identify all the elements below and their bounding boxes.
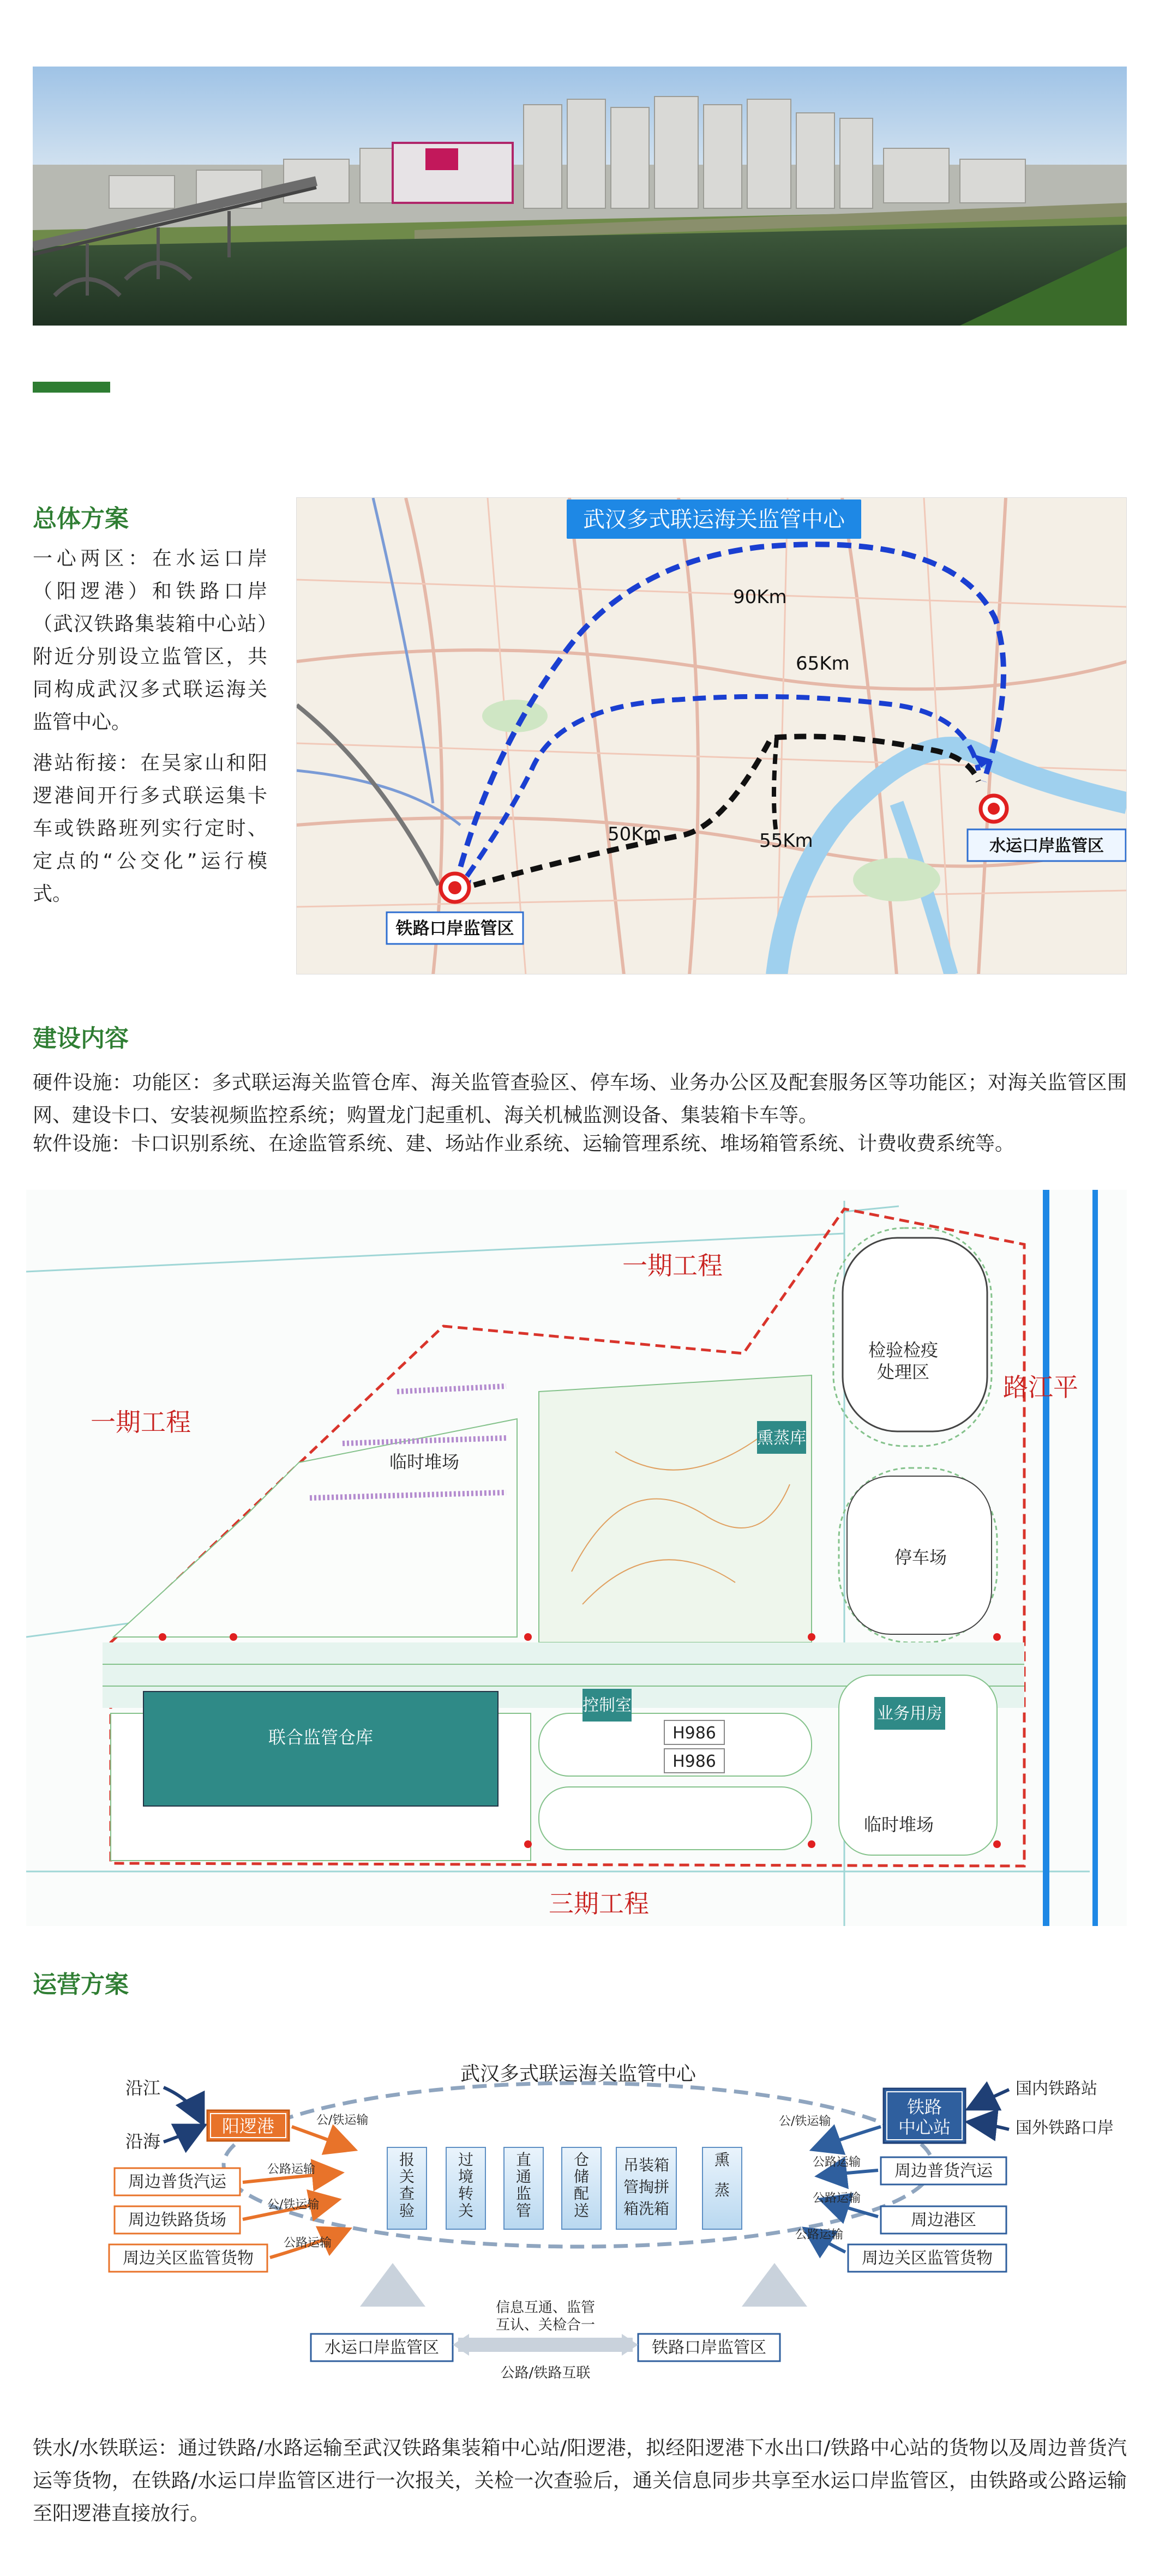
yanjiang-label: 沿江	[125, 2078, 161, 2098]
edge-left-road1: 公路运输	[267, 2163, 316, 2176]
edge-left-rail-road: 公/铁运输	[267, 2198, 320, 2212]
function-box-5-row: 吊装箱	[623, 2156, 670, 2174]
water-zone-box: 水运口岸监管区	[325, 2338, 439, 2357]
function-box-4-char: 送	[573, 2201, 590, 2220]
construction-title: 建设内容	[33, 1025, 129, 1052]
inspection-label-1: 检验检疫	[868, 1340, 939, 1361]
temp-yard-top-label: 临时堆场	[389, 1452, 460, 1472]
right-customs-box: 周边关区监管货物	[862, 2249, 993, 2268]
water-target-icon	[981, 796, 1007, 822]
function-boxes	[387, 2147, 742, 2229]
edge-right-road1: 公路运输	[813, 2156, 861, 2169]
function-box-3-char: 直	[515, 2151, 532, 2169]
function-box-2-char: 关	[458, 2201, 474, 2220]
function-box-1-char: 关	[399, 2168, 415, 2186]
flow-title: 武汉多式联运海关监管中心	[460, 2063, 696, 2085]
construction-hardware: 硬件设施：功能区：多式联运海关监管仓库、海关监管查验区、停车场、业务办公区及配套服务区等功能区；对海关监管区围网、建设卡口、安装视频监控系统；购置龙门起重机、海关机械监测设备、集装箱卡车等。	[33, 1072, 1127, 1127]
right-putong-box: 周边普货汽运	[894, 2162, 993, 2181]
left-putong-box: 周边普货汽运	[128, 2172, 226, 2192]
yanhai-label: 沿海	[125, 2131, 161, 2152]
edge-right-rail-road: 公/铁运输	[779, 2115, 831, 2128]
overall-plan-para2: 港站衔接：在吴家山和阳逻港间开行多式联运集卡车或铁路班列实行定时、定点的“公交化”运行模式。	[33, 752, 267, 905]
foreign-port-label: 国外铁路口岸	[1016, 2118, 1114, 2138]
edge-right-road2: 公路运输	[813, 2192, 861, 2205]
overall-plan-title: 总体方案	[33, 505, 129, 533]
operations-title: 运营方案	[33, 1971, 129, 1999]
function-box-1-char: 报	[399, 2151, 415, 2169]
function-box-4-char: 储	[573, 2168, 590, 2186]
map-dist-65: 65Km	[796, 653, 850, 675]
function-box-2-char: 境	[458, 2168, 474, 2186]
map-water-label: 水运口岸监管区	[989, 836, 1104, 856]
accent-bar	[33, 382, 110, 393]
edge-left-road2: 公路运输	[284, 2236, 332, 2250]
road-rail-label: 公路/铁路互联	[500, 2365, 591, 2381]
function-box-4-char: 配	[573, 2184, 590, 2203]
operations-footer: 铁水/水铁联运：通过铁路/水路运输至武汉铁路集装箱中心站/阳逻港，拟经阳逻港下水出口/铁路中心站的货物以及周边普货汽运等货物，在铁路/水运口岸监管区进行一次报关，关检一次查验后，通关信息同步共享至水运口岸监管区，由铁路或公路运输至阳逻港直接放行。	[33, 2437, 1127, 2525]
fumigation-label: 熏蒸库	[757, 1429, 806, 1448]
function-box-3-char: 监	[515, 2184, 532, 2203]
site-plan	[26, 1190, 1127, 1926]
left-railyard-box: 周边铁路货场	[128, 2211, 226, 2230]
road-label: 路江平	[1003, 1373, 1078, 1402]
function-box-2-char: 过	[458, 2151, 474, 2169]
flow-diagram	[104, 2061, 1134, 2388]
construction-software: 软件设施：卡口识别系统、在途监管系统、建、场站作业系统、运输管理系统、堆场箱管系统、计费收费系统等。	[33, 1133, 1015, 1155]
phase1-left-label: 一期工程	[91, 1407, 191, 1437]
info-line2: 互认、关检合一	[495, 2317, 596, 2333]
temp-yard-bottom-label: 临时堆场	[863, 1814, 934, 1835]
route-map	[296, 497, 1127, 974]
parking-label: 停车场	[894, 1547, 947, 1568]
rail-center-l2: 中心站	[898, 2117, 951, 2138]
warehouse-label: 联合监管仓库	[268, 1727, 374, 1748]
map-dist-55: 55Km	[759, 830, 813, 852]
phase3-label: 三期工程	[549, 1889, 649, 1918]
function-box-6-char: 熏	[714, 2151, 730, 2169]
function-box-4-char: 仓	[573, 2151, 590, 2169]
function-box-3-char: 通	[515, 2168, 532, 2186]
map-dist-90: 90Km	[733, 586, 787, 608]
h986-1-label: H986	[672, 1724, 716, 1743]
rail-center-l1: 铁路	[906, 2097, 942, 2117]
overall-plan-para1: 一心两区：在水运口岸（阳逻港）和铁路口岸（武汉铁路集装箱中心站）附近分别设立监管区，共同构成武汉多式联运海关监管中心。	[33, 547, 267, 733]
rail-zone-box: 铁路口岸监管区	[652, 2338, 766, 2357]
function-box-1-char: 查	[399, 2184, 415, 2203]
rail-target-icon	[441, 874, 469, 902]
function-box-3-char: 管	[515, 2201, 532, 2220]
function-box-5-row: 管掏拼	[623, 2178, 670, 2196]
function-box-2-char: 转	[458, 2184, 474, 2203]
right-port-box: 周边港区	[911, 2211, 976, 2230]
header-photo	[33, 67, 1127, 326]
map-rail-label: 铁路口岸监管区	[395, 919, 514, 938]
h986-2-label: H986	[672, 1752, 716, 1771]
phase1-top-label: 一期工程	[622, 1251, 723, 1280]
yangluo-port-box: 阳逻港	[221, 2116, 275, 2136]
map-center-label: 武汉多式联运海关监管中心	[583, 507, 845, 532]
control-room-label: 控制室	[582, 1696, 632, 1715]
edge-left-rail-water: 公/铁运输	[316, 2114, 369, 2127]
edge-right-road3: 公路运输	[795, 2228, 844, 2242]
left-customs-box: 周边关区监管货物	[123, 2249, 254, 2268]
function-box-1-char: 验	[399, 2201, 415, 2220]
function-box-6-char: 蒸	[714, 2181, 730, 2199]
map-dist-50: 50Km	[608, 823, 662, 845]
city-river-photo	[33, 67, 1127, 326]
function-box-5-row: 箱洗箱	[623, 2200, 670, 2218]
info-line1: 信息互通、监管	[495, 2300, 596, 2316]
inspection-label-2: 处理区	[876, 1362, 930, 1382]
domestic-station-label: 国内铁路站	[1016, 2079, 1097, 2098]
business-label: 业务用房	[877, 1704, 942, 1723]
